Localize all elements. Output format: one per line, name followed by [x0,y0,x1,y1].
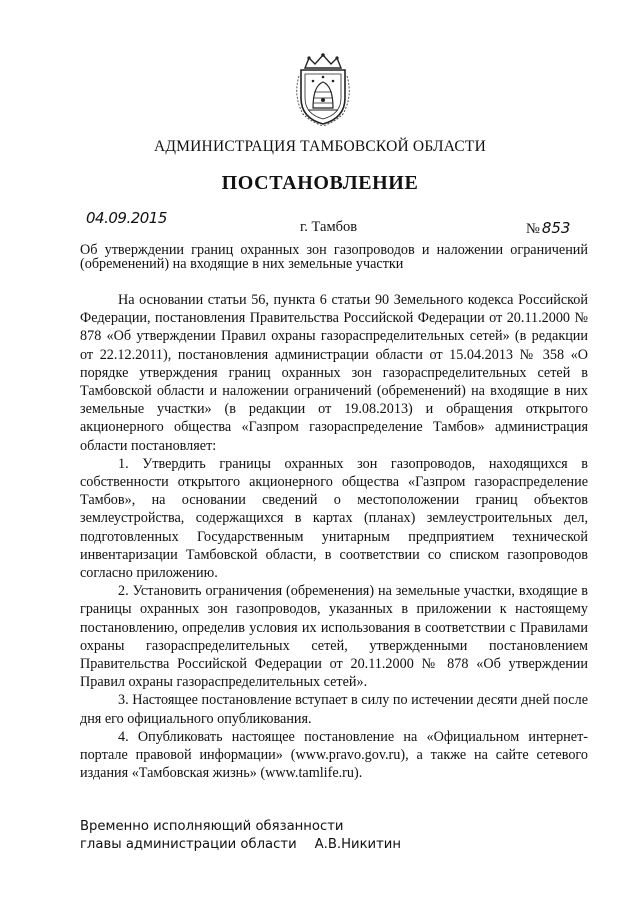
signatory-position-line1: Временно исполняющий обязанности [80,819,344,834]
number-label: № [526,221,540,237]
signatory-position-line2 [80,836,401,854]
document-type: ПОСТАНОВЛЕНИЕ [221,172,419,194]
clause-paragraph: 3. Настоящее постановление вступает в силу по истечении десяти дней после дня его официального опубликования. [80,692,588,727]
preamble-paragraph: На основании статьи 56, пункта 6 статьи 90 Земельного кодекса Российской Федерации, постановления Правительства Российской Федерации от 20.11.2000 № 878 «Об утверждении Правил охраны газораспределительных сетей» (в редакции от 22.12.2011), постановления администрации области от 15.04.2013 № 358 «О порядке утверждения границ охранных зон газораспределительных сетей в Тамбовской области и наложении ограничений (обременений) на входящие в них земельные участки» (в редакции от 19.08.2013) и обращения открытого акционерного общества «Газпром газораспределение Тамбов» администрация области постановляет: [80,292,588,454]
document-date: 04.09.2015 [86,209,167,227]
document-city: г. Тамбов [300,219,358,235]
signatory-position-text: главы администрации области [80,837,297,853]
document-number [526,219,570,238]
clause-paragraph: 2. Установить ограничения (обременения) на земельные участки, входящие в границы охранных зон газопроводов, указанных в приложении к настоящему постановлению, определив условия их использования в соответствии с Правилами охраны газораспределительных сетей, утвержденными постановлением Правительства Российской Федерации от 20.11.2000 № 878 «Об утверждении Правил охраны газораспределительных сетей». [80,583,588,691]
clause-paragraph: 4. Опубликовать настоящее постановление на «Официальном интернет-портале правовой информации» (www.pravo.gov.ru), а также на сайте сетевого издания «Тамбовская жизнь» (www.tamlife.ru). [80,728,588,782]
clause-paragraph: 1. Утвердить границы охранных зон газопроводов, находящихся в собственности открытого акционерного общества «Газпром газораспределение Тамбов», на основании сведений о местоположении границ объектов землеустройства, содержащихся в картах (планах) землеустроительных дел, подготовленных Государственным унитарным предприятием технической инвентаризации Тамбовской области, в соответствии со списком газопроводов согласно приложению. [80,455,588,582]
document-body [80,291,588,782]
signature-block [80,818,401,854]
coat-of-arms-icon [291,52,355,126]
number-value: 853 [541,219,571,237]
document-title: Об утверждении границ охранных зон газопроводов и наложении ограничений (обременений) на входящие в них земельные участки [80,242,588,272]
signatory-name: А.В.Никитин [314,837,401,853]
organization-name: АДМИНИСТРАЦИЯ ТАМБОВСКОЙ ОБЛАСТИ [154,138,486,155]
